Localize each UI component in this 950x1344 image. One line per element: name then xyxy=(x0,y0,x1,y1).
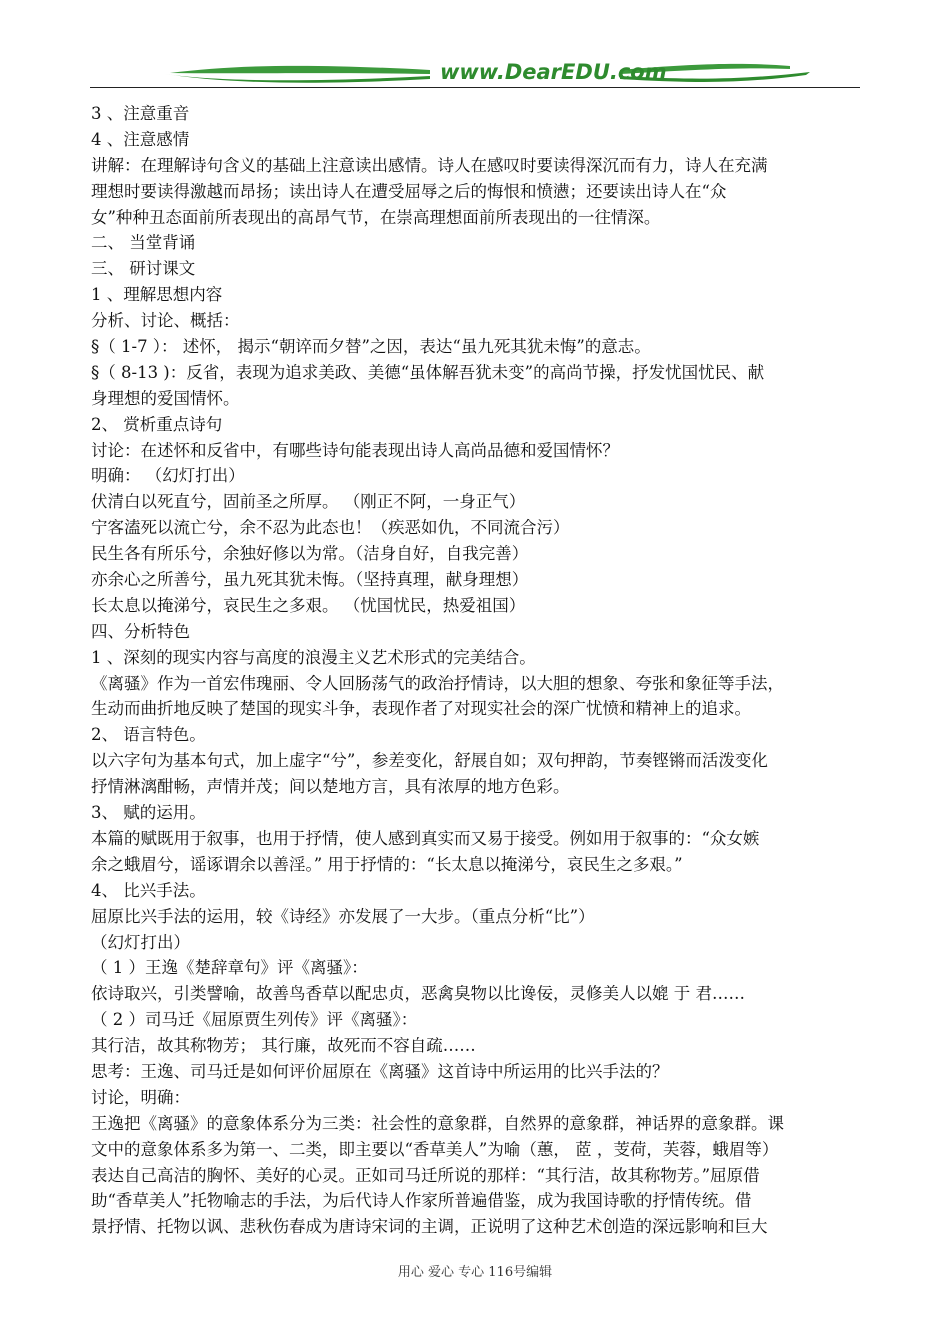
header-divider xyxy=(90,87,860,88)
text-line: （ 2 ）司马迁《屈原贾生列传》评《离骚》： xyxy=(91,1010,418,1030)
text-line: 1 、理解思想内容 xyxy=(91,285,223,305)
text-line: 余之蛾眉兮，谣诼谓余以善淫。” 用于抒情的：“长太息以掩涕兮，哀民生之多艰。” xyxy=(91,854,683,874)
text-line: 其行洁，故其称物芳； 其行廉，故死而不容自疏…… xyxy=(91,1036,476,1056)
text-line: 伏清白以死直兮，固前圣之所厚。 （刚正不阿，一身正气） xyxy=(91,492,526,512)
document-body xyxy=(91,101,861,1240)
text-line: （幻灯打出） xyxy=(91,932,190,952)
text-line: 讨论，明确： xyxy=(91,1087,190,1107)
text-line: （ 1 ）王逸《楚辞章句》评《离骚》： xyxy=(91,958,368,978)
text-line: §（ 8-13 )：反省，表现为追求美政、美德“虽体解吾犹未变”的高尚节操，抒发忧国忧民、献 xyxy=(91,362,765,382)
text-line: 2、 语言特色。 xyxy=(91,725,206,745)
text-line: 二、 当堂背诵 xyxy=(91,233,196,253)
text-line: 讨论：在述怀和反省中，有哪些诗句能表现出诗人高尚品德和爱国情怀？ xyxy=(91,440,619,460)
text-line: 3 、注意重音 xyxy=(91,104,190,123)
text-line: 四、分析特色 xyxy=(91,621,190,641)
text-line: 4 、注意感情 xyxy=(91,129,190,149)
page-footer: 用心 爱心 专心 116号编辑 xyxy=(397,1265,553,1280)
text-line: 助“香草美人”托物喻志的手法，为后代诗人作家所普遍借鉴，成为我国诗歌的抒情传统。借 xyxy=(91,1191,752,1211)
text-line: 宁客溘死以流亡兮，余不忍为此态也！（疾恶如仇，不同流合污） xyxy=(91,518,570,538)
site-name: www.DearEDU.com xyxy=(440,60,667,84)
text-line: 三、 研讨课文 xyxy=(91,259,196,279)
text-line: 以六字句为基本句式，加上虚字“兮”，参差变化，舒展自如；双句押韵，节奏铿锵而活泼变化 xyxy=(91,751,768,771)
text-line: 1 、深刻的现实内容与高度的浪漫主义艺术形式的完美结合。 xyxy=(91,647,536,667)
text-line: 民生各有所乐兮，余独好修以为常。（洁身自好，自我完善） xyxy=(91,544,529,564)
text-line: 本篇的赋既用于叙事，也用于抒情，使人感到真实而又易于接受。例如用于叙事的：“众女嫉 xyxy=(91,828,760,848)
text-line: 4、 比兴手法。 xyxy=(91,880,206,900)
text-line: 2、 赏析重点诗句 xyxy=(91,414,223,434)
text-line: 亦余心之所善兮，虽九死其犹未悔。（坚持真理，献身理想） xyxy=(91,570,529,590)
text-line: 讲解：在理解诗句含义的基础上注意读出感情。诗人在感叹时要读得深沉而有力，诗人在充满 xyxy=(91,155,768,175)
text-line: 屈原比兴手法的运用，较《诗经》亦发展了一大步。（重点分析“比”） xyxy=(91,906,595,926)
text-line: 明确： （幻灯打出） xyxy=(91,466,245,486)
text-line: §（ 1-7 ）： 述怀， 揭示“朝谇而夕替”之因，表达“虽九死其犹未悔”的意志。 xyxy=(91,337,651,357)
text-line: 景抒情、托物以讽、悲秋伤春成为唐诗宋词的主调，正说明了这种艺术创造的深远影响和巨大 xyxy=(91,1217,768,1237)
text-line: 文中的意象体系多为第一、二类，即主要以“香草美人”为喻（蕙， 茝 ，芰荷，芙蓉，蛾眉等） xyxy=(91,1139,779,1159)
text-line: 抒情淋漓酣畅，声情并茂；间以楚地方言，具有浓厚的地方色彩。 xyxy=(91,777,570,797)
text-line: 理想时要读得激越而昂扬；读出诗人在遭受屈辱之后的悔恨和愤懑；还要读出诗人在“众 xyxy=(91,181,727,201)
text-line: 长太息以掩涕兮，哀民生之多艰。 （忧国忧民，热爱祖国） xyxy=(91,595,526,615)
text-line: 身理想的爱国情怀。 xyxy=(91,388,240,408)
text-line: 表达自己高洁的胸怀、美好的心灵。正如司马迁所说的那样：“其行洁，故其称物芳。”屈原借 xyxy=(91,1165,760,1185)
text-line: 思考：王逸、司马迁是如何评价屈原在《离骚》这首诗中所运用的比兴手法的？ xyxy=(91,1061,669,1081)
text-line: 分析、讨论、概括： xyxy=(91,311,240,331)
text-line: 王逸把《离骚》的意象体系分为三类：社会性的意象群，自然界的意象群，神话界的意象群。课 xyxy=(91,1113,784,1133)
text-line: 依诗取兴，引类譬喻，故善鸟香草以配忠贞，恶禽臭物以比谗佞，灵修美人以媲 于 君…… xyxy=(91,984,745,1004)
text-line: 3、 赋的运用。 xyxy=(91,803,206,823)
text-line: 女”种种丑态面前所表现出的高昂气节，在崇高理想面前所表现出的一往情深。 xyxy=(91,207,661,227)
text-line: 生动而曲折地反映了楚国的现实斗争，表现作者了对现实社会的深广忧愤和精神上的追求。 xyxy=(91,699,751,719)
page-header xyxy=(90,56,860,90)
text-line: 《离骚》作为一首宏伟瑰丽、令人回肠荡气的政治抒情诗，以大胆的想象、夸张和象征等手法， xyxy=(91,673,784,693)
